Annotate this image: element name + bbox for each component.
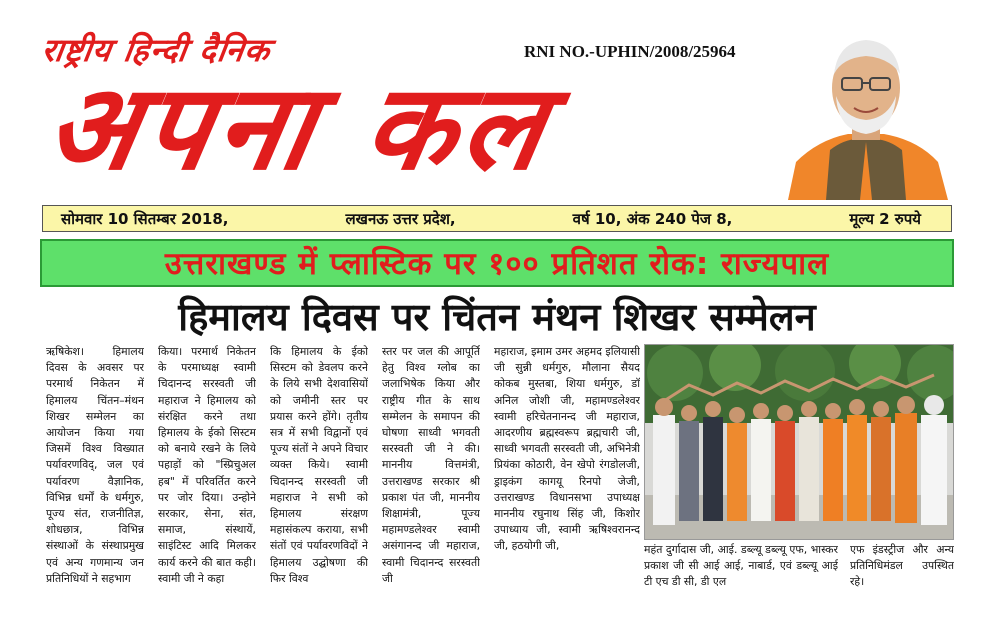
issue-place: लखनऊ उत्तर प्रदेश,	[345, 209, 456, 228]
masthead-portrait	[778, 22, 954, 200]
issue-number: वर्ष 10, अंक 240 पेज 8,	[572, 209, 733, 228]
banner-headline: उत्तराखण्ड में प्लास्टिक पर १०० प्रतिशत रोक: राज्यपाल	[40, 239, 954, 287]
article-photo	[644, 344, 954, 540]
article-headline: हिमालय दिवस पर चिंतन मंथन शिखर सम्मेलन	[178, 295, 816, 339]
article-column-3: कि हिमालय के ईको सिस्टम को डेवलप करने के लिये सभी देशवासियों को जमीनी स्तर पर प्रयास करने होंगे। तृतीय सत्र में सभी विद्वानों एवं पूज्य संतों ने अपने विचार व्यक्त किये। स्वामी चिदानन्द सरस्वती जी महाराज ने सभी को हिमालय संरक्षण महासंकल्प कराया, सभी संतों एवं पर्यावरणविदों ने हिमालय उद्घोषणा की फिर विश्व	[270, 345, 368, 585]
article-column-5: महाराज, इमाम उमर अहमद इलियासी जी सुन्नी धर्मगुरु, मौलाना सैयद कोकब मुस्तबा, शिया धर्मगुरु, डॉ अनिल जोशी जी, महामण्डलेश्वर स्वामी हरिचेतनानन्द जी महाराज, आदरणीय ब्रह्मस्वरूप ब्रह्मचारी जी, साध्वी भगवती सरस्वती जी, अभिनेत्री प्रियंका कोठारी, वेन खेपो रंगडोलजी, ड्राइकंग कागयू रिनपो जेजी, उत्तराखण्ड विधानसभा उपाध्यक्ष माननीय रघुनाथ सिंह जी, किशोर उपाध्याय जी, स्वामी ऋषिश्वरानन्द जी, हठयोगी जी,	[494, 345, 640, 553]
masthead-tagline: राष्ट्रीय हिन्दी दैनिक	[39, 31, 273, 69]
newspaper-logo: अपना कल	[35, 58, 562, 196]
article-tail-right: एफ इंडस्ट्रीज और अन्य प्रतिनिधिमंडल उपस्थित रहे।	[850, 543, 954, 589]
article-column-2: किया। परमार्थ निकेतन के परमाध्यक्ष स्वामी चिदानन्द सरस्वती जी महाराज ने हिमालय को संरक्षित करने तथा हिमालय के ईको सिस्टम को बनाये रखने के लिये पहाड़ों को "स्प्रिचुअल हब" में परिवर्तित करने पर जोर दिया। उन्होने सरकार, सेना, संत, समाज, संस्थायें, साइंटिस्ट आदि मिलकर कार्य करने की बात कही। स्वामी जी ने कहा	[158, 345, 256, 585]
article-column-1: ऋषिकेश। हिमालय दिवस के अवसर पर परमार्थ निकेतन में हिमालय चिंतन–मंथन शिखर सम्मेलन का आयोजन किया गया जिसमें विश्व विख्यात पर्यावरणविद्, जल एवं पर्यावरण वैज्ञानिक, विभिन्न धर्मों के धर्मगुरु, पूज्य संत, राजनीतिज्ञ, शोधछात्र, विभिन्न संस्थाओं के संस्थाप्रमुख एवं अन्य गणमान्य जन प्रतिनिधियों ने सहभाग	[46, 345, 144, 585]
issue-date: सोमवार 10 सितम्बर 2018,	[61, 209, 229, 228]
rni-number: RNI NO.-UPHIN/2008/25964	[524, 42, 736, 61]
portrait-illustration	[778, 22, 954, 200]
masthead	[0, 0, 1000, 205]
article-tail-left: महंत दुर्गादास जी, आई. डब्ल्यू डब्ल्यू एफ, भास्कर प्रकाश जी सी आई आई, नाबार्ड, एवं डब्ल्यू आई टी एच डी सी, डी एल	[644, 543, 838, 589]
dateline-bar	[42, 205, 952, 232]
group-photo-illustration	[645, 345, 954, 540]
article-column-4: स्तर पर जल की आपूर्ति हेतु विश्व ग्लोब का जलाभिषेक किया और राष्ट्रीय गीत के साथ सम्मेलन के समापन की घोषणा साध्वी भगवती सरस्वती जी ने की। माननीय वित्तमंत्री, उत्तराखण्ड सरकार श्री प्रकाश पंत जी, माननीय शिक्षामंत्री, पूज्य महामण्डलेश्वर स्वामी असंगानन्द जी महाराज, स्वामी चिदानन्द सरस्वती जी	[382, 345, 480, 585]
issue-price: मूल्य 2 रुपये	[849, 209, 921, 228]
article-body	[46, 344, 640, 594]
